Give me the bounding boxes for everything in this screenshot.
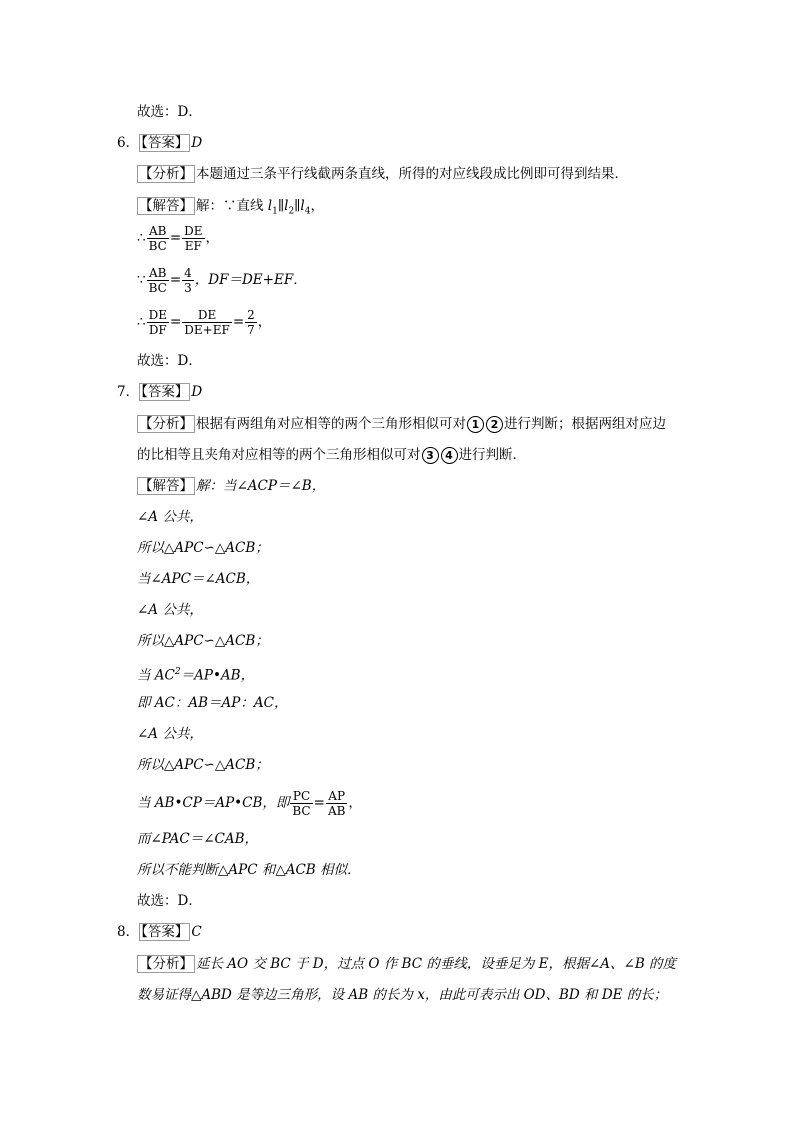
answer-value: D [191,384,203,400]
equals: = [169,272,182,288]
q7-step: 当∠APC＝∠ACB， [137,571,260,587]
circled-number-2: 2 [486,416,503,433]
q7-step: ∠A 公共， [137,602,203,618]
fraction [147,224,169,253]
denominator: EF [184,239,202,253]
analysis-text: 进行判断；根据两组对应边 [504,416,666,432]
equals: = [232,314,245,330]
fraction [182,224,204,253]
q6-solution-line [137,196,324,222]
punct: ， [205,230,220,246]
analysis-text: 的比相等且夹角对应相等的两个三角形相似可对 [137,447,421,463]
numerator: 2 [247,308,255,322]
q8-analysis-line-1 [137,954,676,974]
analysis-text: 本题通过三条平行线截两条直线，所得的对应线段成比例即可得到结果． [196,166,628,182]
subscript: 1 [272,206,278,217]
q8-analysis-line-2: 数易证得△ABD 是等边三角形，设 AB 的长为 x，由此可表示出 OD、BD 和 DE 的长； [137,987,668,1003]
solution-text: 解：∵直线 [196,198,268,214]
subscript: 2 [288,206,295,217]
numerator: 4 [184,266,192,280]
q6-analysis-line [137,164,628,184]
denominator: 7 [247,323,255,337]
fraction [182,308,232,337]
step-text: 当 AC [137,667,175,684]
fraction [245,308,257,337]
fraction [290,789,312,818]
step-text: 当 AB•CP＝AP•CB，即 [137,795,290,811]
q7-analysis-line-2 [137,445,526,465]
question-number: 7． [117,384,140,400]
fraction [147,308,169,337]
circled-number-4: 4 [441,447,458,464]
circled-number-1: 1 [467,416,484,433]
superscript: 2 [174,667,181,677]
q7-step: 而∠PAC＝∠CAB， [137,831,259,847]
solution-tag: 【解答】 [139,198,193,214]
fraction [326,789,347,818]
numerator: DE [182,308,232,323]
q7-answer-line [117,382,202,402]
solution-text: 解：当∠ACP＝∠B， [196,478,326,494]
fraction [147,266,169,295]
denominator: BC [148,281,167,295]
punct: ， [348,795,362,811]
q7-step: ∠A 公共， [137,726,203,742]
q6-step-3 [137,308,271,337]
question-number: 6． [117,135,140,151]
analysis-tag: 【分析】 [139,956,193,972]
choose-answer-line: 故选：D． [137,893,202,909]
choose-answer-line: 故选：D． [137,353,202,369]
q7-step: 所以不能判断△APC 和△ACB 相似． [137,862,361,878]
q7-step: 所以△APC∽△ACB； [137,633,269,649]
q7-step: 所以△APC∽△ACB； [137,540,269,556]
denominator: BC [148,239,167,253]
analysis-text: 进行判断． [458,447,526,463]
subscript: 4 [304,206,311,217]
answer-value: C [191,924,202,940]
analysis-tag: 【分析】 [139,416,193,432]
solution-tag: 【解答】 [139,478,193,494]
q7-step [137,789,362,818]
numerator: AB [147,266,169,281]
equals: = [169,314,182,330]
q6-answer-line [117,133,202,153]
answer-value: D [191,135,203,151]
denominator: DF [148,323,167,337]
q8-answer-line [117,922,202,942]
numerator: PC [290,789,312,804]
comma: ， [310,198,324,214]
fraction [182,266,194,295]
answer-tag: 【答案】 [141,135,189,151]
answer-tag: 【答案】 [141,384,189,400]
circled-number-3: 3 [422,447,439,464]
denominator: BC [292,804,311,818]
denominator: DE+EF [184,323,230,337]
q7-step: ∠A 公共， [137,509,203,525]
numerator: AB [147,224,169,239]
question-number: 8． [117,924,140,940]
denominator: AB [327,804,346,818]
denominator: 3 [184,281,192,295]
equation-text: ，DF＝DE+EF． [194,272,307,288]
parallel-symbol: ∥ [294,198,301,214]
numerator: DE [148,308,167,322]
parallel-symbol: ∥ [277,198,285,214]
numerator: DE [184,224,203,238]
line-l: l [284,198,289,214]
q6-step-2 [137,266,307,295]
step-text: ＝AP•AB， [180,667,255,684]
analysis-text: 延长 AO 交 BC 于 D，过点 O 作 BC 的垂线，设垂足为 E，根据∠A、∠B 的度 [196,956,677,972]
therefore-symbol: ∴ [137,314,146,330]
answer-tag: 【答案】 [141,924,189,940]
q7-step [137,662,254,686]
equals: = [313,795,325,811]
q7-solution-line [137,476,325,496]
q7-step: 即 AC：AB＝AP：AC， [137,695,288,711]
q7-analysis-line-1 [137,414,666,434]
equals: = [169,230,182,246]
line-l: l [300,198,305,214]
q7-step: 所以△APC∽△ACB； [137,757,269,773]
numerator: AP [326,789,347,804]
punct: ， [257,314,272,330]
line-l: l [267,198,273,214]
q6-step-1 [137,224,219,253]
because-symbol: ∵ [137,272,146,288]
analysis-text: 根据有两组角对应相等的两个三角形相似可对 [196,416,466,432]
analysis-tag: 【分析】 [139,166,193,182]
choose-answer-line: 故选：D． [137,104,202,120]
therefore-symbol: ∴ [137,230,146,246]
